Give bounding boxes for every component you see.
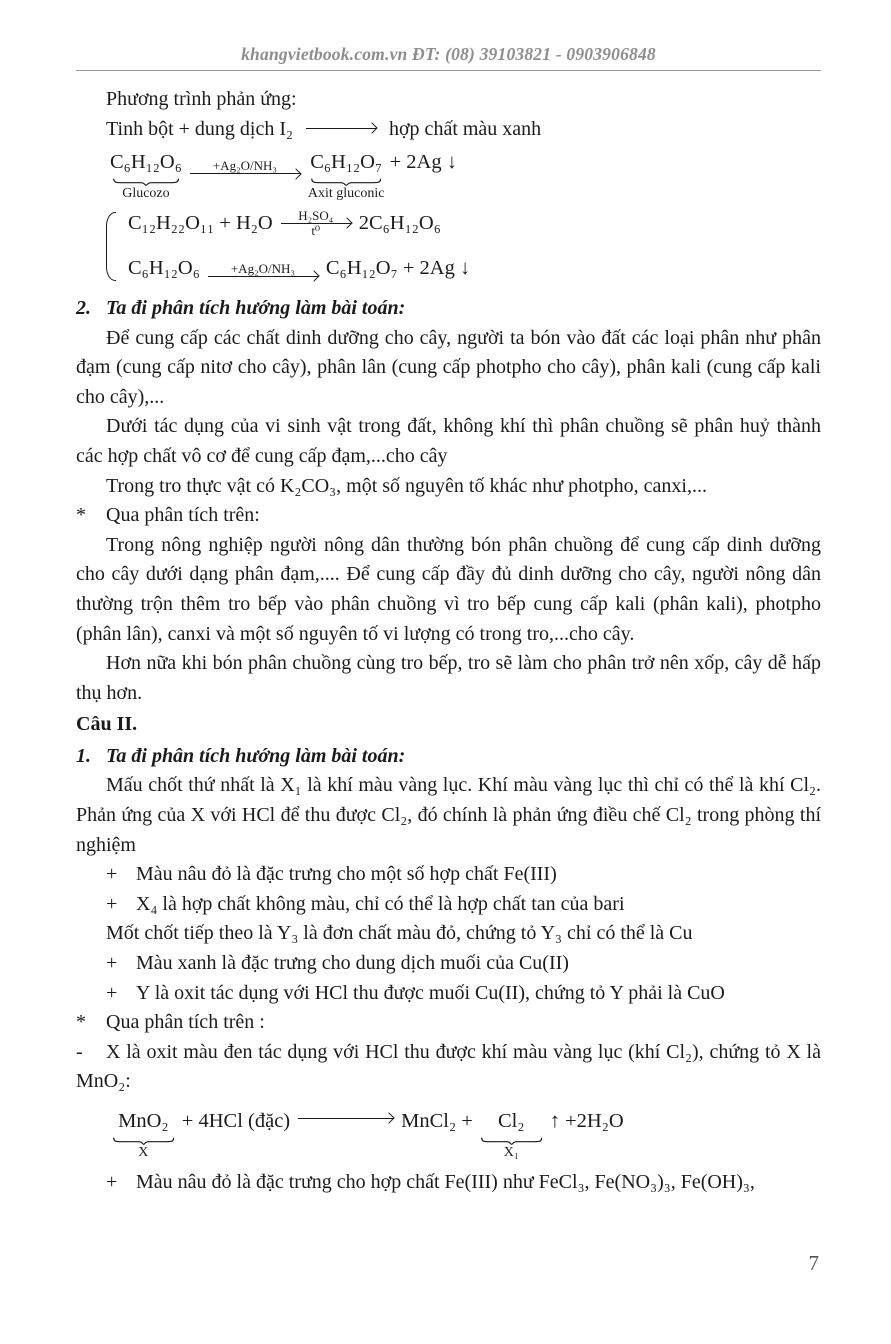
equation-tail: ↑ +2H₂O <box>544 1110 624 1132</box>
formula: MnO₂ <box>118 1110 169 1132</box>
paragraph: Mấu chốt thứ nhất là X₁ là khí màu vàng lục. Khí màu vàng lục thì chỉ có thể là khí Cl₂. Phản ứng của X với HCl để thu được Cl₂, đó chính là phản ứng điều chế Cl₂ trong phòng thí nghiệm <box>76 774 821 856</box>
underbraced-formula <box>308 148 385 201</box>
reaction-sentence <box>76 115 821 145</box>
arrow-condition: H₂SO₄ <box>298 208 334 224</box>
page-body <box>76 85 821 1197</box>
formula: C₆H₁₂O₆ <box>128 257 200 280</box>
formula: 2C₆H₁₂O₆ <box>358 211 441 234</box>
star-marker: * <box>76 1011 86 1034</box>
dash-marker: - <box>76 1040 83 1063</box>
equation-silver-mirror <box>128 254 470 284</box>
underbrace-label: Glucozo <box>122 185 170 201</box>
plus-item <box>76 979 821 1009</box>
formula: C₁₂H₂₂O₁₁ + H₂O <box>128 211 273 234</box>
system-bracket-icon <box>106 212 116 281</box>
paragraph: Dưới tác dụng của vi sinh vật trong đất, không khí thì phân chuồng sẽ phân huỷ thành các hợp chất vô cơ để cung cấp đạm,...cho cây <box>76 415 821 467</box>
paragraph: Trong nông nghiệp người nông dân thường bón phân chuồng để cung cấp dinh dưỡng cho cây dưới dạng phân đạm,.... Để cung cấp đầy đủ dinh dưỡng cho cây, người nông dân thường trộn thêm tro bếp vào phân chuồng vì tro bếp cung cấp kali (phân kali), photpho (phân lân), canxi và một số nguyên tố vi lượng có trong tro,...cho cây. <box>76 533 821 645</box>
item-text: X là oxit màu đen tác dụng với HCl thu được khí màu vàng lục (khí Cl₂), chứng tỏ X là MnO₂: <box>76 1040 821 1093</box>
equation-system <box>106 209 821 284</box>
section-heading-1 <box>76 742 821 772</box>
item-text: Màu xanh là đặc trưng cho dung dịch muối của Cu(II) <box>136 952 569 975</box>
star-note <box>76 501 821 531</box>
plus-marker: + <box>106 952 118 975</box>
note-text: Qua phân tích trên: <box>106 504 260 527</box>
labeled-arrow-icon <box>208 262 318 277</box>
arrow-condition: +Ag₂O/NH₃ <box>230 260 295 276</box>
arrow-condition: +Ag₂O/NH₃ <box>212 158 277 174</box>
plus-marker: + <box>106 1170 118 1193</box>
equation-hydrolysis <box>128 209 470 239</box>
formula: C₆H₁₂O₇ + 2Ag ↓ <box>325 257 471 280</box>
underbrace-icon <box>481 1137 542 1145</box>
plus-marker: + <box>106 863 118 886</box>
item-text: Y là oxit tác dụng với HCl thu được muối Cu(II), chứng tỏ Y phải là CuO <box>136 981 725 1004</box>
page-number: 7 <box>808 1251 819 1275</box>
section-number: 2. <box>76 296 91 319</box>
section-heading-2 <box>76 294 821 324</box>
dash-item <box>76 1038 821 1097</box>
labeled-arrow-icon <box>190 159 300 174</box>
right-arrow-icon <box>306 128 376 129</box>
paragraph: Mốt chốt tiếp theo là Y₃ là đơn chất màu đỏ, chứng tỏ Y₃ chỉ có thể là Cu <box>106 922 693 945</box>
labeled-arrow-icon <box>281 209 351 238</box>
section-title: Ta đi phân tích hướng làm bài toán: <box>106 296 406 319</box>
header-rule <box>76 70 821 71</box>
paragraph: Trong tro thực vật có K₂CO₃, một số nguyên tố khác như photpho, canxi,... <box>106 474 707 497</box>
plus-item <box>76 890 821 920</box>
page-header: khangvietbook.com.vn ĐT: (08) 39103821 - 0903906848 <box>241 44 656 64</box>
plus-item <box>76 860 821 890</box>
star-note <box>76 1008 821 1038</box>
underbrace-icon <box>311 178 381 186</box>
star-marker: * <box>76 504 86 527</box>
question-heading: Câu II. <box>76 713 138 736</box>
underbraced-formula <box>110 1107 177 1160</box>
section-number: 1. <box>76 744 91 767</box>
plus-marker: + <box>106 981 118 1004</box>
equation-mno2-hcl <box>110 1107 821 1160</box>
section-title: Ta đi phân tích hướng làm bài toán: <box>106 744 406 767</box>
formula: + 4HCl (đặc) <box>176 1110 291 1132</box>
formula: C₆H₁₂O₆ <box>110 151 182 174</box>
plus-item <box>76 949 821 979</box>
underbrace-label: X <box>138 1144 149 1160</box>
paragraph: Hơn nữa khi bón phân chuồng cùng tro bếp, tro sẽ làm cho phân trở nên xốp, cây dễ hấp thụ hơn. <box>76 652 821 704</box>
underbrace-icon <box>113 1137 174 1145</box>
plus-item <box>76 1168 821 1198</box>
underbrace-label: Axit gluconic <box>307 185 385 201</box>
paragraph: Phương trình phản ứng: <box>106 88 297 110</box>
paragraph: Để cung cấp các chất dinh dưỡng cho cây, người ta bón vào đất các loại phân như phân đạm (cung cấp nitơ cho cây), phân lân (cung cấp photpho cho cây), phân kali (cung cấp kali cho cây),... <box>76 326 821 408</box>
arrow-condition-bottom: t⁰ <box>311 223 321 239</box>
item-text: Màu nâu đỏ là đặc trưng cho một số hợp chất Fe(III) <box>136 863 557 886</box>
reaction-rhs-text: hợp chất màu xanh <box>388 117 542 140</box>
underbrace-icon <box>113 178 179 186</box>
formula: MnCl₂ + <box>401 1110 478 1132</box>
plus-marker: + <box>106 892 118 915</box>
right-arrow-icon <box>298 1118 393 1119</box>
note-text: Qua phân tích trên : <box>106 1011 265 1034</box>
item-text: X₄ là hợp chất không màu, chỉ có thể là hợp chất tan của bari <box>136 892 625 915</box>
formula: Cl₂ <box>498 1110 525 1132</box>
reaction-lhs-text: Tinh bột + dung dịch I₂ <box>106 117 293 140</box>
equation-glucose-oxidation <box>110 148 821 201</box>
formula: C₆H₁₂O₇ <box>310 151 383 174</box>
underbrace-label: X₁ <box>503 1144 519 1160</box>
underbraced-formula <box>478 1107 545 1160</box>
equation-tail: + 2Ag ↓ <box>384 151 457 174</box>
underbraced-formula <box>110 148 182 201</box>
item-text: Màu nâu đỏ là đặc trưng cho hợp chất Fe(III) như FeCl₃, Fe(NO₃)₃, Fe(OH)₃, <box>136 1170 755 1193</box>
